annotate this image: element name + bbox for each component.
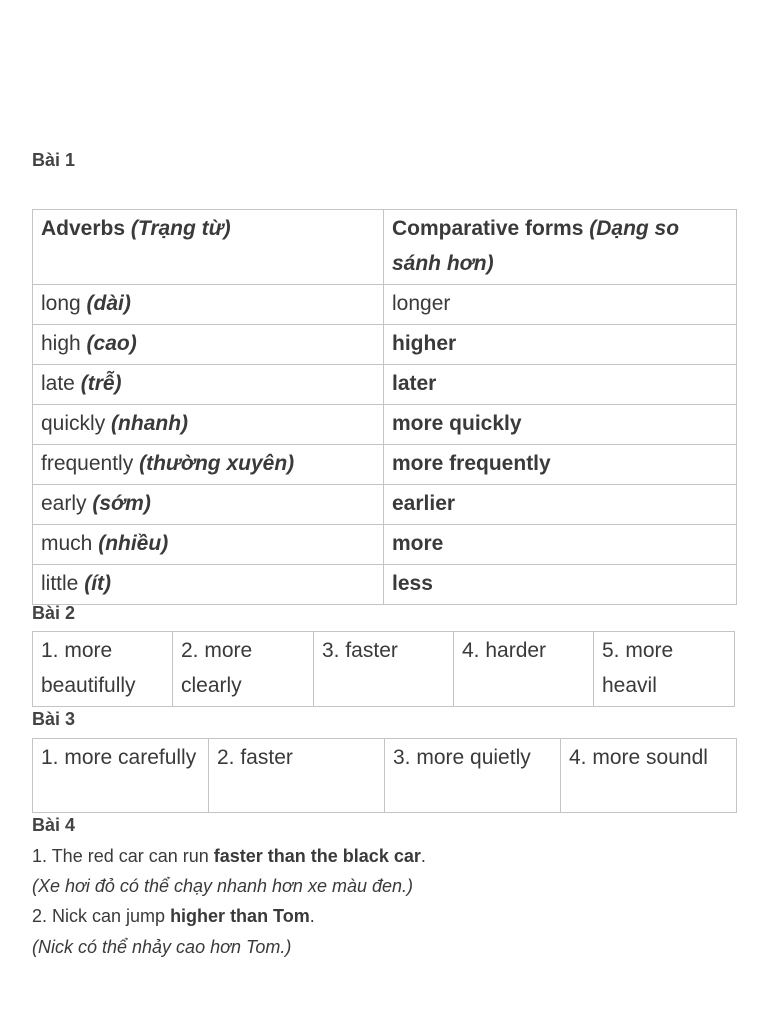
bai2-answers-table xyxy=(32,631,735,707)
bai4-sentence-2: 2. Nick can jump higher than Tom. xyxy=(32,906,315,926)
table-row xyxy=(33,365,737,405)
comparative-cell: more xyxy=(384,525,737,565)
comparative-cell: more quickly xyxy=(384,405,737,445)
comparative-cell: earlier xyxy=(384,485,737,525)
adverb-cell: frequently (thường xuyên) xyxy=(33,445,384,485)
adverb-cell: little (ít) xyxy=(33,565,384,605)
answer-cell: 5. more heavil xyxy=(594,632,735,707)
bai3-heading: Bài 3 xyxy=(32,709,76,729)
table-row xyxy=(33,445,737,485)
bai4-sentence-1: 1. The red car can run faster than the black car. xyxy=(32,846,426,866)
answer-cell: 1. more beautifully xyxy=(33,632,173,707)
adverb-cell: long (dài) xyxy=(33,285,384,325)
adverb-cell: late (trễ) xyxy=(33,365,384,405)
table-row xyxy=(33,565,737,605)
answer-cell: 2. more clearly xyxy=(173,632,314,707)
bai4-translation-2: (Nick có thể nhảy cao hơn Tom.) xyxy=(32,937,292,957)
table-row xyxy=(33,739,737,813)
table-header-row xyxy=(33,210,737,285)
bai4-heading: Bài 4 xyxy=(32,815,76,835)
bai4-translation-1: (Xe hơi đỏ có thể chạy nhanh hơn xe màu đen.) xyxy=(32,876,413,896)
table-row xyxy=(33,525,737,565)
adverb-cell: high (cao) xyxy=(33,325,384,365)
table-row xyxy=(33,405,737,445)
comparative-cell: higher xyxy=(384,325,737,365)
answer-cell: 4. more soundl xyxy=(561,739,737,813)
bai3-answers-table xyxy=(32,738,737,813)
answer-cell: 2. faster xyxy=(209,739,385,813)
comparative-cell: more frequently xyxy=(384,445,737,485)
adverbs-comparative-table xyxy=(32,209,737,605)
comparative-cell: longer xyxy=(384,285,737,325)
answer-cell: 3. faster xyxy=(314,632,454,707)
answer-cell: 3. more quietly xyxy=(385,739,561,813)
answer-cell: 4. harder xyxy=(454,632,594,707)
answer-cell: 1. more carefully xyxy=(33,739,209,813)
adverb-cell: quickly (nhanh) xyxy=(33,405,384,445)
table-row xyxy=(33,485,737,525)
adverb-cell: early (sớm) xyxy=(33,485,384,525)
comparative-cell: later xyxy=(384,365,737,405)
header-comparative: Comparative forms (Dạng so sánh hơn) xyxy=(384,210,737,285)
table-row xyxy=(33,325,737,365)
header-adverbs: Adverbs (Trạng từ) xyxy=(33,210,384,285)
bai2-heading: Bài 2 xyxy=(32,603,76,623)
comparative-cell: less xyxy=(384,565,737,605)
table-row xyxy=(33,285,737,325)
bai1-heading: Bài 1 xyxy=(32,150,76,170)
adverb-cell: much (nhiều) xyxy=(33,525,384,565)
table-row xyxy=(33,632,735,707)
